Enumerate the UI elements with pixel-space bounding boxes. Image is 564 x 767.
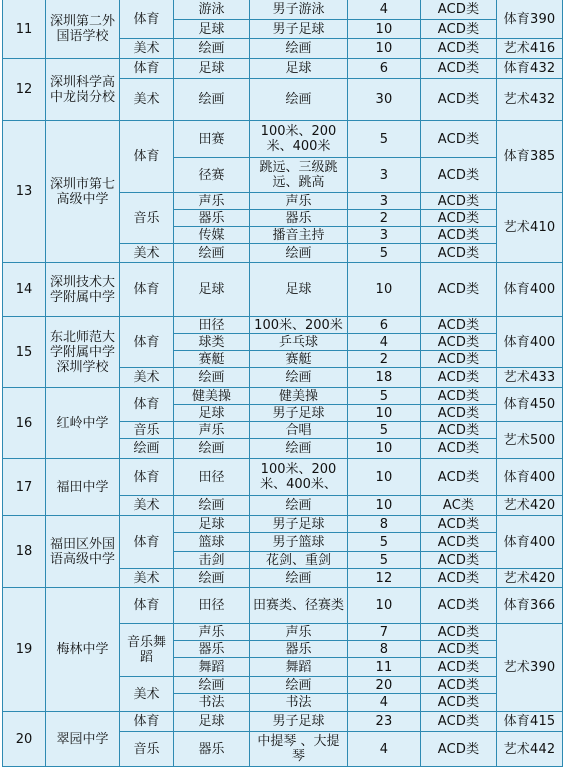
- table-row: [3, 459, 563, 496]
- category: 体育: [120, 712, 174, 732]
- level-class: ACD类: [421, 388, 497, 405]
- level-class: ACD类: [421, 694, 497, 712]
- level-class: ACD类: [421, 624, 497, 641]
- quota-count: 3: [348, 193, 421, 210]
- category: 美术: [120, 496, 174, 516]
- school-number: 15: [3, 317, 46, 388]
- level-class: ACD类: [421, 263, 497, 317]
- school-name: 深圳市第七高级中学: [46, 121, 120, 263]
- major: 绘画: [174, 439, 250, 459]
- level-class: ACD类: [421, 405, 497, 422]
- score-line: 艺术410: [497, 193, 563, 263]
- major: 足球: [174, 59, 250, 79]
- school-name: 翠园中学: [46, 712, 120, 767]
- school-name: 梅林中学: [46, 588, 120, 712]
- school-number: 20: [3, 712, 46, 767]
- major: 绘画: [174, 368, 250, 388]
- school-name: 深圳第二外国语学校: [46, 0, 120, 59]
- item: 绘画: [250, 368, 348, 388]
- major: 绘画: [174, 244, 250, 263]
- item: 健美操: [250, 388, 348, 405]
- item: 100米、200米、400米、: [250, 459, 348, 496]
- item: 男子足球: [250, 712, 348, 732]
- quota-count: 6: [348, 59, 421, 79]
- level-class: ACD类: [421, 79, 497, 121]
- level-class: ACD类: [421, 244, 497, 263]
- major: 绘画: [174, 79, 250, 121]
- major: 健美操: [174, 388, 250, 405]
- score-line: 艺术442: [497, 732, 563, 767]
- quota-count: 8: [348, 516, 421, 533]
- item: 田赛类、径赛类: [250, 588, 348, 624]
- level-class: ACD类: [421, 351, 497, 368]
- item: 绘画: [250, 569, 348, 588]
- score-line: 体育400: [497, 263, 563, 317]
- item: 男子篮球: [250, 533, 348, 552]
- category: 体育: [120, 59, 174, 79]
- quota-count: 2: [348, 351, 421, 368]
- quota-count: 6: [348, 317, 421, 334]
- item: 绘画: [250, 439, 348, 459]
- category: 体育: [120, 516, 174, 569]
- quota-count: 7: [348, 624, 421, 641]
- major: 器乐: [174, 641, 250, 658]
- category: 美术: [120, 79, 174, 121]
- table-row: [3, 59, 563, 79]
- level-class: ACD类: [421, 20, 497, 39]
- major: 足球: [174, 712, 250, 732]
- level-class: ACD类: [421, 732, 497, 767]
- quota-count: 4: [348, 0, 421, 20]
- major: 书法: [174, 694, 250, 712]
- school-name: 东北师范大学附属中学深圳学校: [46, 317, 120, 388]
- item: 男子足球: [250, 516, 348, 533]
- item: 中提琴 、大提琴: [250, 732, 348, 767]
- school-number: 12: [3, 59, 46, 121]
- major: 足球: [174, 405, 250, 422]
- item: 声乐: [250, 193, 348, 210]
- major: 绘画: [174, 569, 250, 588]
- category: 体育: [120, 317, 174, 368]
- school-name: 深圳科学高中龙岗分校: [46, 59, 120, 121]
- quota-count: 10: [348, 459, 421, 496]
- quota-count: 10: [348, 39, 421, 59]
- score-line: 艺术420: [497, 569, 563, 588]
- category: 音乐舞蹈: [120, 624, 174, 677]
- quota-count: 5: [348, 121, 421, 158]
- school-name: 红岭中学: [46, 388, 120, 459]
- item: 合唱: [250, 422, 348, 439]
- major: 绘画: [174, 39, 250, 59]
- quota-count: 3: [348, 227, 421, 244]
- level-class: ACD类: [421, 658, 497, 677]
- item: 100米、200米: [250, 317, 348, 334]
- school-name: 福田中学: [46, 459, 120, 516]
- major: 声乐: [174, 422, 250, 439]
- score-line: 体育366: [497, 588, 563, 624]
- score-line: 体育432: [497, 59, 563, 79]
- item: 器乐: [250, 210, 348, 227]
- school-number: 13: [3, 121, 46, 263]
- item: 绘画: [250, 244, 348, 263]
- level-class: ACD类: [421, 39, 497, 59]
- category: 音乐: [120, 422, 174, 439]
- major: 击剑: [174, 552, 250, 569]
- quota-count: 10: [348, 20, 421, 39]
- level-class: ACD类: [421, 59, 497, 79]
- major: 传媒: [174, 227, 250, 244]
- school-number: 14: [3, 263, 46, 317]
- quota-count: 10: [348, 588, 421, 624]
- score-line: 艺术420: [497, 496, 563, 516]
- major: 器乐: [174, 732, 250, 767]
- major: 篮球: [174, 533, 250, 552]
- item: 男子足球: [250, 405, 348, 422]
- level-class: ACD类: [421, 317, 497, 334]
- score-line: 体育400: [497, 317, 563, 368]
- table-row: [3, 388, 563, 405]
- score-line: 艺术432: [497, 79, 563, 121]
- score-line: 艺术433: [497, 368, 563, 388]
- level-class: ACD类: [421, 439, 497, 459]
- item: 绘画: [250, 496, 348, 516]
- category: 体育: [120, 588, 174, 624]
- level-class: ACD类: [421, 0, 497, 20]
- table-row: [3, 588, 563, 624]
- item: 器乐: [250, 641, 348, 658]
- item: 书法: [250, 694, 348, 712]
- category: 音乐: [120, 193, 174, 244]
- quota-count: 5: [348, 422, 421, 439]
- major: 游泳: [174, 0, 250, 20]
- table-row: [3, 0, 563, 20]
- school-name: 深圳技术大学附属中学: [46, 263, 120, 317]
- quota-count: 10: [348, 439, 421, 459]
- category: 音乐: [120, 732, 174, 767]
- item: 乒乓球: [250, 334, 348, 351]
- quota-count: 4: [348, 694, 421, 712]
- item: 花剑、重剑: [250, 552, 348, 569]
- quota-count: 23: [348, 712, 421, 732]
- level-class: ACD类: [421, 459, 497, 496]
- school-number: 16: [3, 388, 46, 459]
- school-number: 11: [3, 0, 46, 59]
- item: 男子足球: [250, 20, 348, 39]
- major: 声乐: [174, 193, 250, 210]
- quota-count: 5: [348, 533, 421, 552]
- major: 径赛: [174, 158, 250, 193]
- major: 足球: [174, 516, 250, 533]
- category: 体育: [120, 0, 174, 39]
- level-class: ACD类: [421, 569, 497, 588]
- level-class: ACD类: [421, 533, 497, 552]
- table-row: [3, 712, 563, 732]
- level-class: AC类: [421, 496, 497, 516]
- quota-count: 10: [348, 405, 421, 422]
- major: 田赛: [174, 121, 250, 158]
- score-line: 艺术500: [497, 422, 563, 459]
- major: 田径: [174, 459, 250, 496]
- major: 舞蹈: [174, 658, 250, 677]
- level-class: ACD类: [421, 158, 497, 193]
- category: 美术: [120, 244, 174, 263]
- item: 绘画: [250, 79, 348, 121]
- score-line: 体育415: [497, 712, 563, 732]
- score-line: 艺术390: [497, 624, 563, 712]
- table-row: [3, 317, 563, 334]
- category: 体育: [120, 121, 174, 193]
- major: 足球: [174, 263, 250, 317]
- score-line: 体育385: [497, 121, 563, 193]
- item: 赛艇: [250, 351, 348, 368]
- quota-count: 3: [348, 158, 421, 193]
- major: 绘画: [174, 496, 250, 516]
- major: 足球: [174, 20, 250, 39]
- level-class: ACD类: [421, 516, 497, 533]
- item: 声乐: [250, 624, 348, 641]
- category: 体育: [120, 263, 174, 317]
- school-name: 福田区外国语高级中学: [46, 516, 120, 588]
- table-row: [3, 121, 563, 158]
- table-row: [3, 516, 563, 533]
- score-line: 体育400: [497, 516, 563, 569]
- score-line: 体育450: [497, 388, 563, 422]
- item: 足球: [250, 263, 348, 317]
- quota-count: 2: [348, 210, 421, 227]
- level-class: ACD类: [421, 193, 497, 210]
- quota-count: 20: [348, 677, 421, 694]
- quota-count: 18: [348, 368, 421, 388]
- table-body: [3, 0, 563, 767]
- quota-count: 12: [348, 569, 421, 588]
- level-class: ACD类: [421, 368, 497, 388]
- item: 100米、200米、400米: [250, 121, 348, 158]
- level-class: ACD类: [421, 552, 497, 569]
- quota-count: 4: [348, 334, 421, 351]
- major: 赛艇: [174, 351, 250, 368]
- quota-count: 5: [348, 552, 421, 569]
- level-class: ACD类: [421, 641, 497, 658]
- major: 绘画: [174, 677, 250, 694]
- category: 美术: [120, 39, 174, 59]
- school-number: 17: [3, 459, 46, 516]
- category: 美术: [120, 569, 174, 588]
- quota-count: 4: [348, 732, 421, 767]
- quota-count: 11: [348, 658, 421, 677]
- major: 田径: [174, 588, 250, 624]
- quota-count: 10: [348, 496, 421, 516]
- category: 体育: [120, 388, 174, 422]
- quota-count: 8: [348, 641, 421, 658]
- level-class: ACD类: [421, 334, 497, 351]
- level-class: ACD类: [421, 712, 497, 732]
- level-class: ACD类: [421, 588, 497, 624]
- major: 声乐: [174, 624, 250, 641]
- category: 美术: [120, 368, 174, 388]
- admissions-table: [2, 0, 563, 767]
- item: 跳远、三级跳远、跳高: [250, 158, 348, 193]
- category: 美术: [120, 677, 174, 712]
- quota-count: 5: [348, 388, 421, 405]
- major: 器乐: [174, 210, 250, 227]
- score-line: 体育400: [497, 459, 563, 496]
- school-number: 18: [3, 516, 46, 588]
- item: 绘画: [250, 39, 348, 59]
- item: 男子游泳: [250, 0, 348, 20]
- quota-count: 5: [348, 244, 421, 263]
- category: 绘画: [120, 439, 174, 459]
- item: 播音主持: [250, 227, 348, 244]
- item: 舞蹈: [250, 658, 348, 677]
- level-class: ACD类: [421, 677, 497, 694]
- level-class: ACD类: [421, 227, 497, 244]
- quota-count: 30: [348, 79, 421, 121]
- score-line: 艺术416: [497, 39, 563, 59]
- major: 田径: [174, 317, 250, 334]
- score-line: 体育390: [497, 0, 563, 39]
- item: 绘画: [250, 677, 348, 694]
- category: 体育: [120, 459, 174, 496]
- level-class: ACD类: [421, 121, 497, 158]
- level-class: ACD类: [421, 210, 497, 227]
- major: 球类: [174, 334, 250, 351]
- school-number: 19: [3, 588, 46, 712]
- item: 足球: [250, 59, 348, 79]
- level-class: ACD类: [421, 422, 497, 439]
- quota-count: 10: [348, 263, 421, 317]
- table-row: [3, 263, 563, 317]
